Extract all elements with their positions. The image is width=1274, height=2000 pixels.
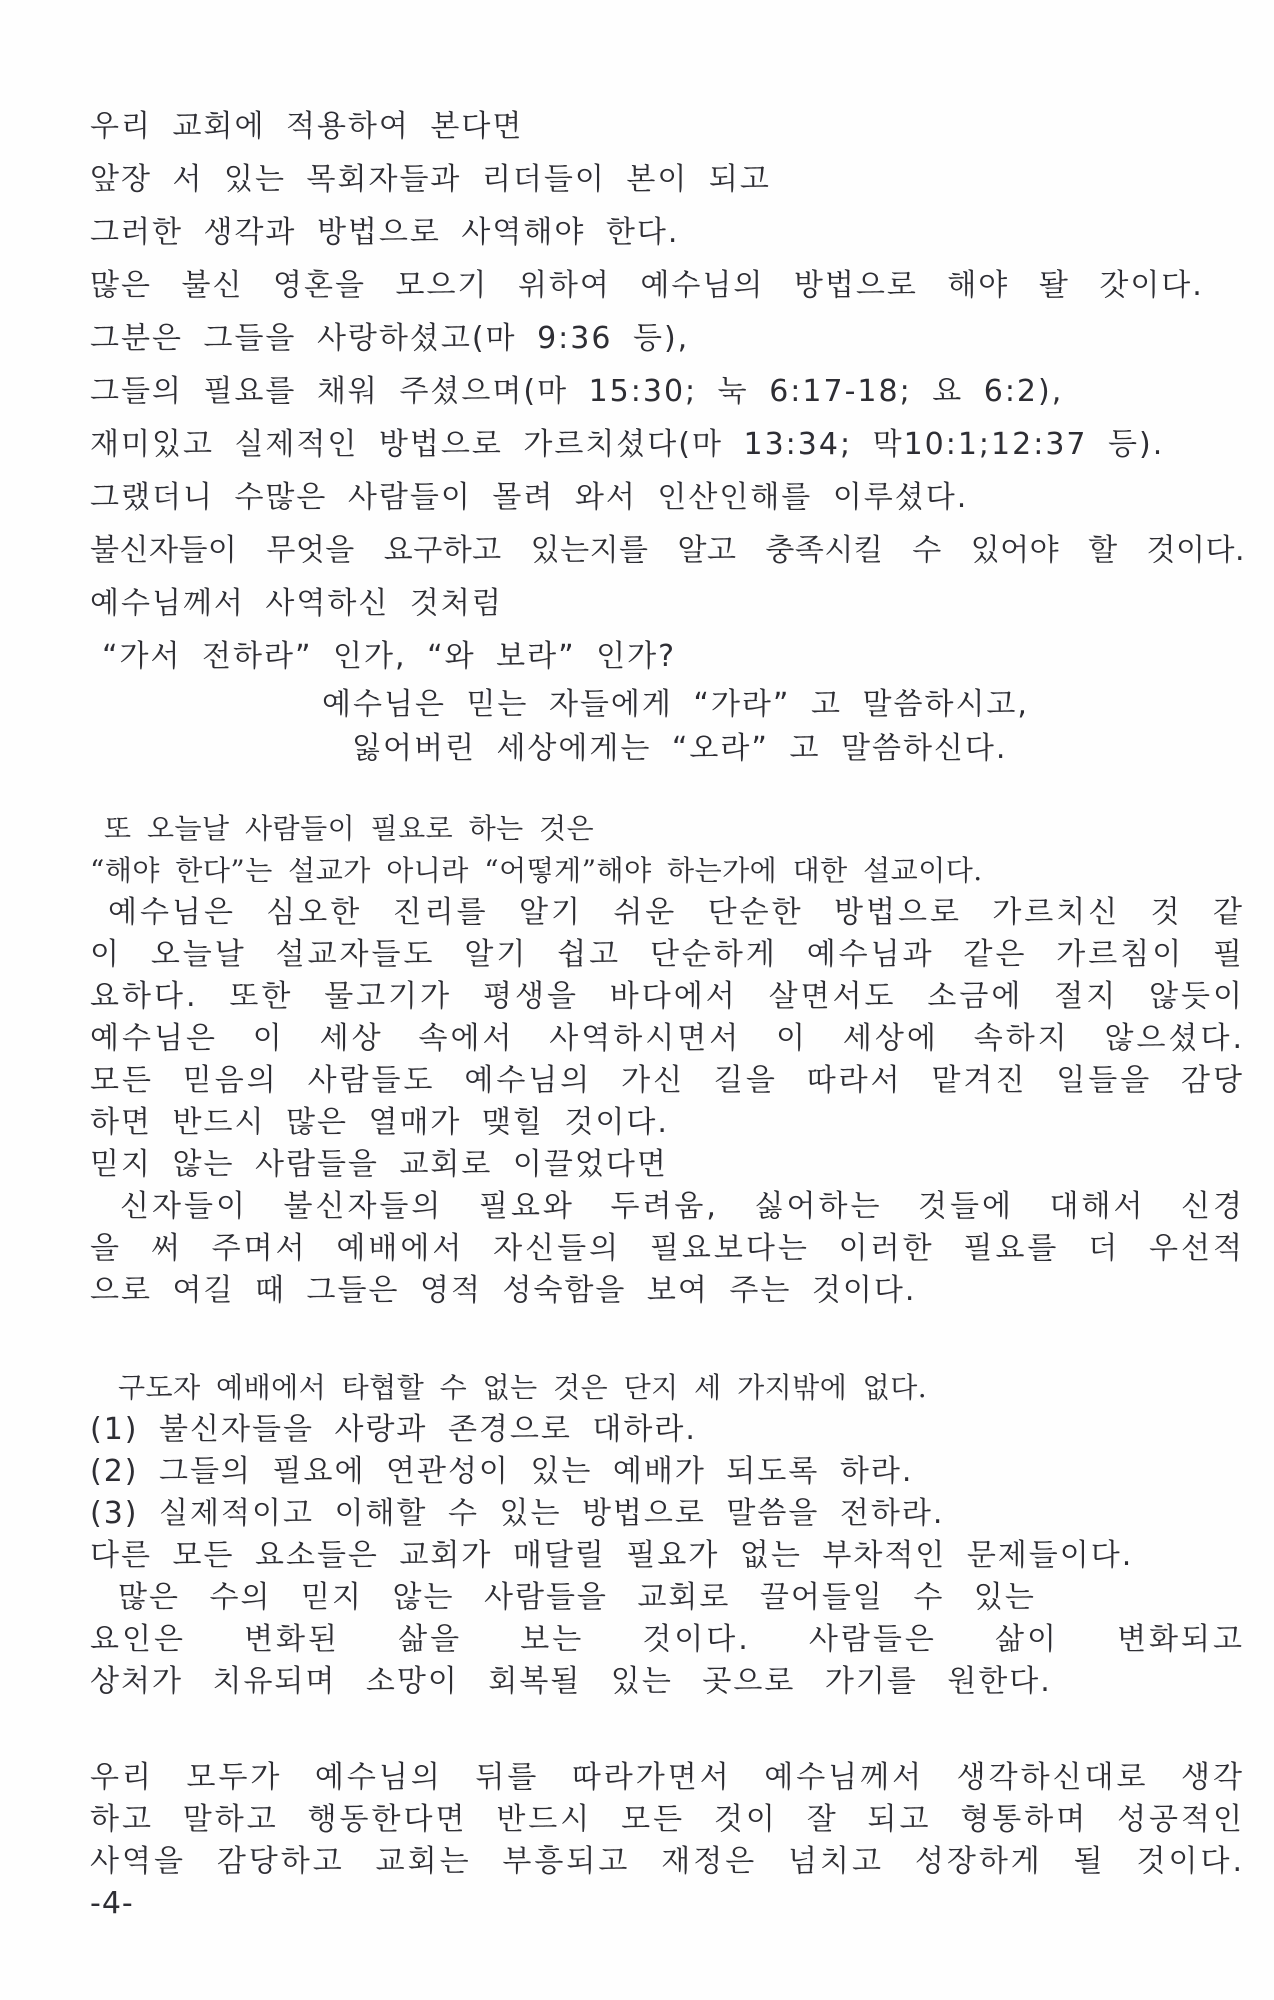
text-line: 그러한 생각과 방법으로 사역해야 한다. bbox=[90, 215, 680, 250]
text-line: 구도자 예배에서 타협할 수 없는 것은 단지 세 가지밖에 없다. bbox=[118, 1371, 928, 1404]
text-line: 신자들이 불신자들의 필요와 두려움, 싫어하는 것들에 대해서 신경 bbox=[120, 1189, 1245, 1224]
text-line: “해야 한다”는 설교가 아니라 “어떻게”해야 하는가에 대한 설교이다. bbox=[90, 854, 983, 887]
text-line: 예수님께서 사역하신 것처럼 bbox=[90, 586, 503, 621]
text-line: 예수님은 심오한 진리를 알기 쉬운 단순한 방법으로 가르치신 것 같 bbox=[108, 895, 1245, 930]
text-line: 을 써 주며서 예배에서 자신들의 필요보다는 이러한 필요를 더 우선적 bbox=[90, 1231, 1245, 1266]
text-line: 또 오늘날 사람들이 필요로 하는 것은 bbox=[104, 812, 595, 845]
text-line: 많은 수의 믿지 않는 사람들을 교회로 끌어들일 수 있는 bbox=[118, 1580, 1036, 1615]
list-item: (2) 그들의 필요에 연관성이 있는 예배가 되도록 하라. bbox=[90, 1454, 914, 1489]
text-line: 으로 여길 때 그들은 영적 성숙함을 보여 주는 것이다. bbox=[90, 1273, 917, 1308]
list-item: (3) 실제적이고 이해할 수 있는 방법으로 말씀을 전하라. bbox=[90, 1496, 945, 1531]
text-line: “가서 전하라” 인가, “와 보라” 인가? bbox=[102, 639, 677, 674]
text-line: 상처가 치유되며 소망이 회복될 있는 곳으로 가기를 원한다. bbox=[90, 1664, 1052, 1699]
text-line: 믿지 않는 사람들을 교회로 이끌었다면 bbox=[90, 1147, 668, 1182]
text-line: 사역을 감당하고 교회는 부흥되고 재정은 넘치고 성장하게 될 것이다. bbox=[90, 1844, 1245, 1879]
paragraph-4 bbox=[90, 1757, 1245, 1883]
text-line: 모든 믿음의 사람들도 예수님의 가신 길을 따라서 맡겨진 일들을 감당 bbox=[90, 1063, 1245, 1098]
text-line: 우리 교회에 적용하여 본다면 bbox=[90, 109, 524, 144]
paragraph-2 bbox=[90, 808, 1245, 1312]
paragraph-3 bbox=[90, 1367, 1245, 1703]
text-line: 그분은 그들을 사랑하셨고(마 9:36 등), bbox=[90, 321, 690, 356]
text-line: 하고 말하고 행동한다면 반드시 모든 것이 잘 되고 형통하며 성공적인 bbox=[90, 1802, 1245, 1837]
text-line: 많은 불신 영혼을 모으기 위하여 예수님의 방법으로 해야 돨 갓이다. bbox=[90, 268, 1204, 303]
text-line: 요하다. 또한 물고기가 평생을 바다에서 살면서도 소금에 절지 않듯이 bbox=[90, 979, 1245, 1014]
text-line: 예수님은 이 세상 속에서 사역하시면서 이 세상에 속하지 않으셨다. bbox=[90, 1021, 1245, 1056]
text-line: 잃어버린 세상에게는 “오라” 고 말씀하신다. bbox=[352, 731, 1008, 766]
text-line: 불신자들이 무엇을 요구하고 있는지를 알고 충족시킬 수 있어야 할 것이다. bbox=[90, 533, 1245, 568]
text-line: 요인은 변화된 삶을 보는 것이다. 사람들은 삶이 변화되고 bbox=[90, 1622, 1245, 1657]
text-line: 그랬더니 수많은 사람들이 몰려 와서 인산인해를 이루셨다. bbox=[90, 480, 969, 515]
text-line: 예수님은 믿는 자들에게 “가라” 고 말씀하시고, bbox=[322, 687, 1029, 722]
text-line: 우리 모두가 예수님의 뒤를 따라가면서 예수님께서 생각하신대로 생각 bbox=[90, 1760, 1245, 1795]
text-line: 다른 모든 요소들은 교회가 매달릴 필요가 없는 부차적인 문제들이다. bbox=[90, 1538, 1134, 1573]
text-line: 앞장 서 있는 목회자들과 리더들이 본이 되고 bbox=[90, 162, 771, 197]
paragraph-1 bbox=[90, 0, 1245, 771]
page-text bbox=[90, 0, 1245, 1925]
text-line: 그들의 필요를 채워 주셨으며(마 15:30; 눅 6:17-18; 요 6:2), bbox=[90, 374, 1064, 409]
text-line: 하면 반드시 많은 열매가 맺힐 것이다. bbox=[90, 1105, 669, 1140]
page-number: -4- bbox=[90, 1886, 134, 1921]
text-line: 재미있고 실제적인 방법으로 가르치셨다(마 13:34; 막10:1;12:37 등). bbox=[90, 427, 1165, 462]
text-line: 이 오늘날 설교자들도 알기 쉽고 단순하게 예수님과 같은 가르침이 필 bbox=[90, 937, 1245, 972]
list-item: (1) 불신자들을 사랑과 존경으로 대하라. bbox=[90, 1412, 697, 1447]
